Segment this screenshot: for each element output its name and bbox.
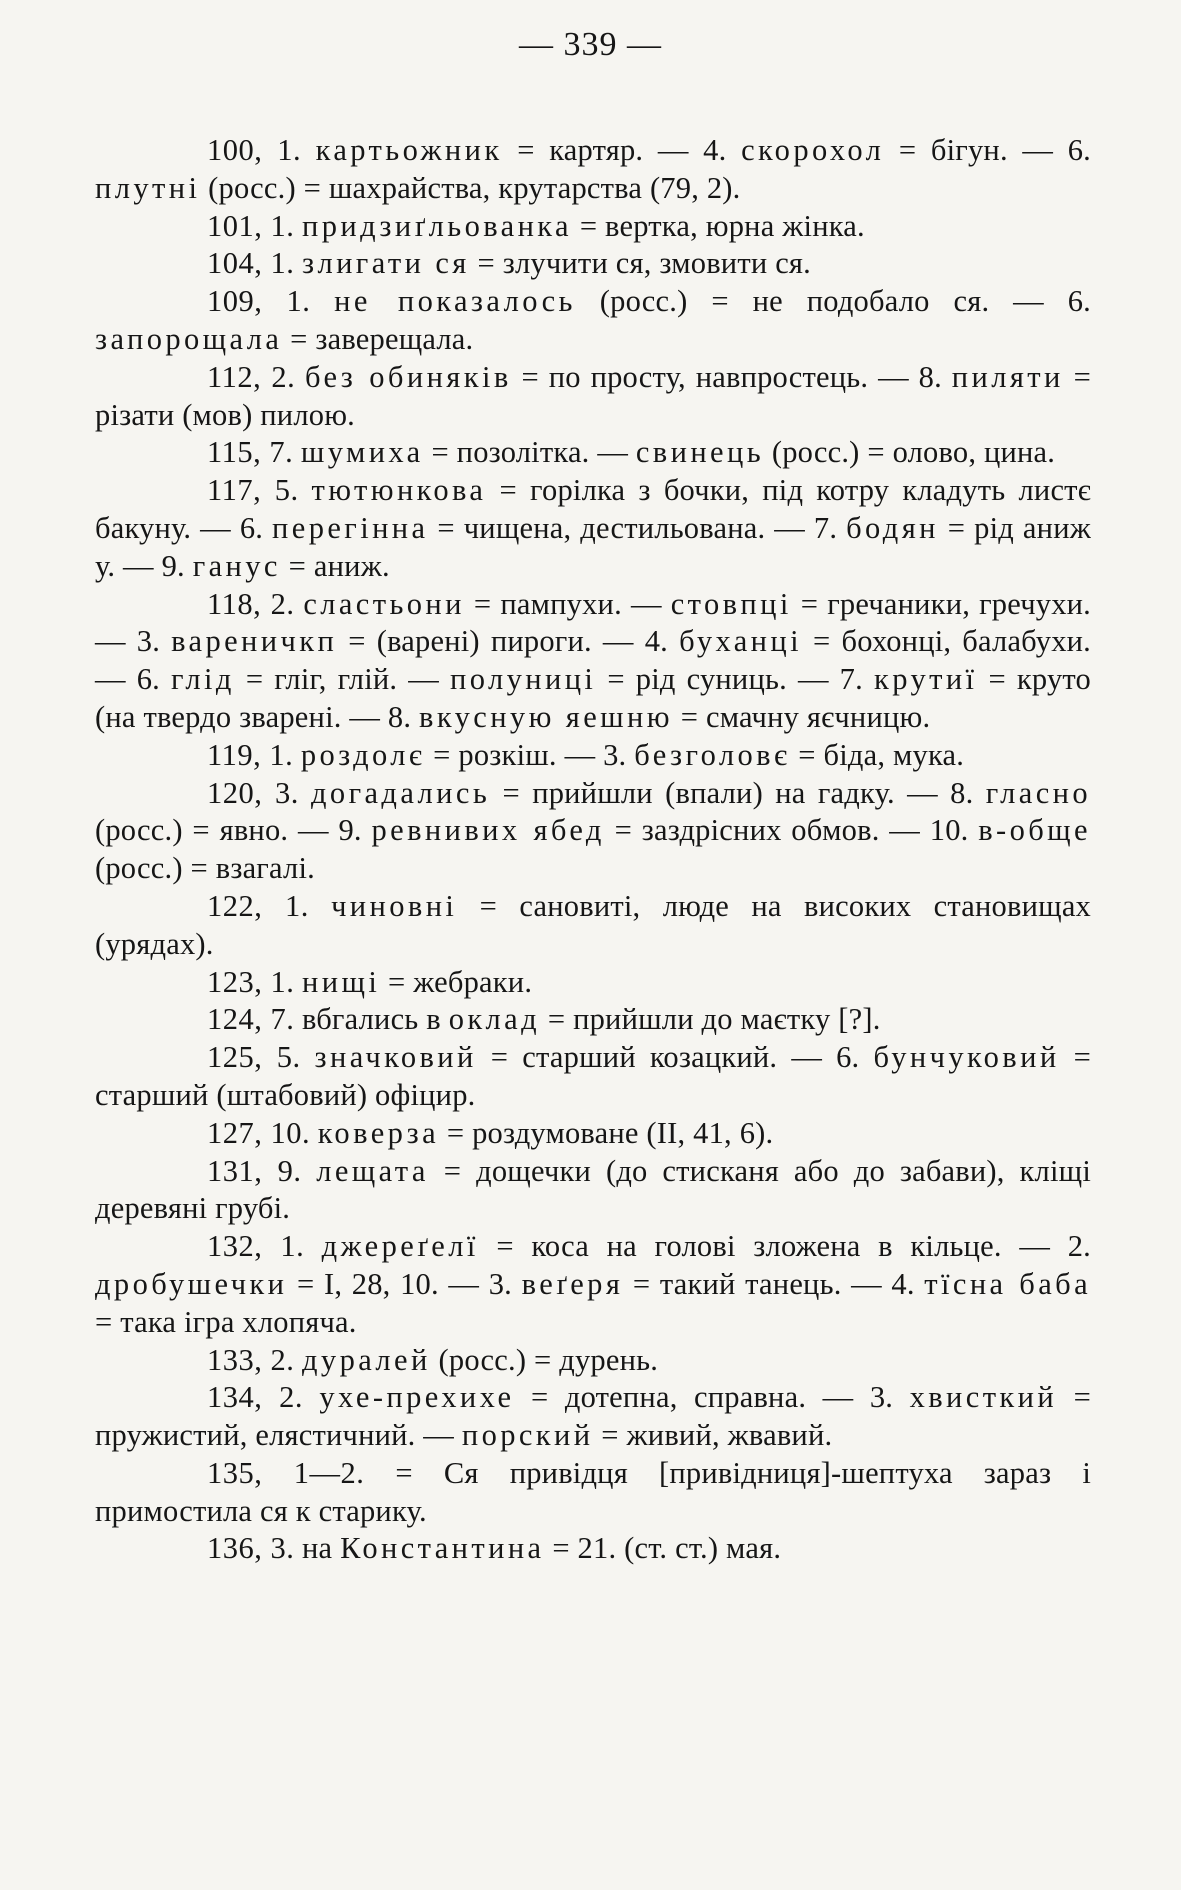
entry-definition: = гліг, глій. — — [234, 662, 451, 697]
entry-definition: = розкіш. — 3. — [425, 737, 635, 772]
glossary-entry — [95, 359, 1091, 435]
entry-definition: = дотепна, справна. — 3. — [514, 1380, 910, 1415]
entry-term: лещата — [316, 1153, 429, 1188]
entry-term: веґеря — [521, 1266, 624, 1301]
entry-term: стовпці — [670, 586, 792, 621]
entry-definition: на — [302, 1531, 341, 1566]
entry-term: бодян — [846, 510, 939, 545]
entry-term: ганус — [192, 548, 281, 583]
entry-term: шумиха — [300, 435, 424, 470]
entry-reference: 100, 1. — [207, 133, 302, 167]
entry-reference: 123, 1. — [207, 964, 295, 999]
entry-term: коверза — [317, 1115, 440, 1150]
entry-term: нищі — [302, 964, 381, 999]
entry-term: дробушечки — [95, 1266, 288, 1301]
entry-definition: (росс.) = олово, цина. — [764, 435, 1056, 470]
entry-term: джереґелї — [321, 1229, 479, 1264]
entry-definition: = живий, жвавий. — [593, 1418, 833, 1453]
entry-definition: = роздумоване (II, 41, 6). — [439, 1115, 774, 1150]
entry-definition: = бігун. — 6. — [884, 133, 1091, 167]
glossary-entry — [95, 1153, 1091, 1229]
entry-definition: = пружистий, елястичний. — — [95, 1380, 1092, 1453]
entry-term: сластьони — [303, 586, 465, 621]
entry-definition: = різати (мов) пилою. — [95, 359, 1091, 432]
glossary-entry — [95, 737, 1091, 775]
entry-definition: = чищена, дестильована. — 7. — [428, 510, 847, 545]
glossary-entry — [95, 245, 1091, 283]
entry-term: вкусную яешню — [419, 699, 673, 734]
entry-term: пиляти — [951, 359, 1064, 394]
glossary-entry — [95, 775, 1091, 888]
entry-term: тютюнкова — [311, 473, 487, 508]
entry-term: ухе-прехихе — [319, 1380, 515, 1415]
entry-definition: = сановиті, люде на високих становищах (урядах). — [95, 888, 1091, 961]
entry-definition: = злучити ся, змовити ся. — [469, 246, 811, 281]
entry-reference: 112, 2. — [207, 359, 296, 394]
entry-term: скорохол — [741, 133, 885, 167]
entry-definition: = аниж. — [280, 548, 390, 583]
entry-definition: = горілка з бочки, під котру кладуть листє бакуну. — 6. — [95, 473, 1092, 545]
glossary-entry — [95, 888, 1091, 964]
glossary-entry — [95, 132, 1091, 208]
glossary-entry — [95, 1039, 1091, 1115]
entry-term: оклад — [448, 1002, 541, 1037]
entry-definition: (росс.) = не подобало ся. — 6. — [575, 284, 1092, 319]
entry-term: буханці — [679, 624, 802, 659]
entry-definition: = бохонці, балабухи. — 6. — [95, 624, 1091, 697]
entry-definition: = (варені) пироги. — 4. — [337, 624, 680, 659]
entry-definition: = рід аниж у. — 9. — [95, 510, 1091, 583]
page-number: — 339 — — [519, 26, 662, 63]
entry-term: чиновні — [331, 888, 458, 923]
glossary-entry — [95, 283, 1091, 359]
entry-definition: = по просту, навпростець. — 8. — [511, 359, 952, 394]
entry-reference: 109, 1. — [207, 284, 311, 319]
entry-reference: 120, 3. — [207, 775, 299, 810]
entry-term: глід — [171, 662, 235, 697]
entry-definition: = круто (на твердо зварені. — 8. — [95, 662, 1091, 734]
entry-reference: 122, 1. — [207, 888, 309, 923]
glossary-entry — [95, 1342, 1091, 1380]
entry-term: тїсна баба — [924, 1266, 1092, 1301]
entry-definition: = картяр. — 4. — [502, 133, 742, 167]
entry-term: полуниці — [450, 662, 597, 697]
glossary-entry — [95, 1115, 1091, 1153]
entry-reference: 104, 1. — [207, 246, 295, 281]
entry-reference: 117, 5. — [207, 473, 299, 508]
entry-reference: 132, 1. — [207, 1229, 305, 1264]
entry-definition: = такий танець. — 4. — [623, 1266, 925, 1301]
entry-reference: 124, 7. — [207, 1002, 295, 1037]
entry-definition: = рід суниць. — 7. — [596, 662, 874, 697]
entry-definition: = гречаники, гречухи. — 3. — [95, 586, 1092, 659]
glossary-entry — [95, 1379, 1091, 1455]
entry-term: вареничкп — [171, 624, 338, 659]
entry-term: значковий — [314, 1040, 477, 1075]
entry-term: придзиґльованка — [302, 208, 572, 243]
entry-definition: = Ся привідця [привідниця]-шептуха зараз і примостила ся к старику. — [95, 1455, 1091, 1528]
entry-reference: 119, 1. — [207, 737, 294, 772]
entry-reference: 136, 3. — [207, 1531, 295, 1566]
entry-term: догадались — [311, 775, 491, 810]
entry-definition: (росс.) = дурень. — [430, 1342, 659, 1377]
entry-reference: 131, 9. — [207, 1153, 302, 1188]
entry-definition: = біда, мука. — [790, 737, 965, 772]
entry-definition: = позолітка. — — [423, 435, 636, 470]
entry-definition: = смачну яєчницю. — [672, 699, 931, 734]
entry-definition: = прийшли до маєтку [?]. — [540, 1002, 881, 1037]
entry-term: свинець — [635, 435, 765, 470]
entry-definition: = пампухи. — — [464, 586, 671, 621]
entry-definition: = прийшли (впали) на гадку. — 8. — [490, 775, 986, 810]
entry-term: порский — [461, 1418, 594, 1453]
entry-term: дуралей — [302, 1342, 431, 1377]
entry-definition: = I, 28, 10. — 3. — [287, 1266, 522, 1301]
entry-definition: = 21. (ст. ст.) мая. — [544, 1531, 782, 1566]
glossary-entry — [95, 472, 1091, 585]
entry-definition: = жебраки. — [380, 964, 533, 999]
entry-term: бунчуковий — [873, 1040, 1060, 1075]
glossary-entry — [95, 1530, 1091, 1568]
entry-term: роздолє — [300, 737, 426, 772]
entry-definition: (росс.) = шахрайства, крутарства (79, 2). — [200, 170, 741, 205]
entry-reference: 134, 2. — [207, 1380, 304, 1415]
entry-definition: = старший (штабовий) офіцир. — [95, 1040, 1092, 1112]
entry-definition: = заздрісних обмов. — 10. — [604, 813, 979, 848]
entry-term: перегінна — [272, 510, 429, 545]
entry-term: хвисткий — [909, 1380, 1058, 1415]
glossary-entry — [95, 434, 1091, 472]
entry-term: не показалось — [334, 284, 576, 319]
entry-definition: = така ігра хлопяча. — [95, 1304, 357, 1339]
entry-definition: вбгались в — [302, 1002, 449, 1037]
entry-term: ревнивих ябед — [371, 813, 605, 848]
glossary-entry — [95, 1228, 1091, 1341]
entry-definition: = коса на голові зложена в кільце. — 2. — [478, 1229, 1091, 1264]
entry-reference: 115, 7. — [207, 435, 294, 470]
entry-definition: = вертка, юрна жінка. — [572, 208, 865, 243]
entry-definition: (росс.) = явно. — 9. — [95, 813, 372, 848]
glossary-entry — [95, 1455, 1091, 1531]
entry-definition: (росс.) = взагалі. — [95, 851, 315, 886]
glossary-entry — [95, 964, 1091, 1002]
entry-definition: = дощечки (до стисканя або до забави), кліщі деревяні грубі. — [95, 1153, 1091, 1226]
entry-term: запорощала — [95, 321, 283, 356]
glossary-entry — [95, 208, 1091, 246]
entry-term: гласно — [985, 775, 1092, 810]
glossary-entries — [95, 132, 1091, 1568]
entry-reference: 127, 10. — [207, 1115, 311, 1150]
glossary-entry — [95, 586, 1091, 737]
entry-reference: 125, 5. — [207, 1040, 301, 1075]
entry-definition: = старший козацкий. — 6. — [476, 1040, 874, 1075]
entry-reference: 135, 1—2. — [207, 1455, 365, 1490]
glossary-entry — [95, 1001, 1091, 1039]
entry-term: безголовє — [634, 737, 791, 772]
entry-term: картьожник — [315, 133, 503, 167]
entry-definition: = заверещала. — [282, 321, 474, 356]
entry-reference: 101, 1. — [207, 208, 295, 243]
entry-term: Константина — [340, 1531, 545, 1566]
entry-term: в-обще — [978, 813, 1091, 848]
entry-reference: 118, 2. — [207, 586, 295, 621]
entry-term: злигати ся — [302, 246, 470, 281]
entry-term: крутиї — [873, 662, 978, 697]
entry-term: без обиняків — [304, 359, 512, 394]
entry-reference: 133, 2. — [207, 1342, 295, 1377]
entry-term: плутні — [95, 170, 201, 205]
